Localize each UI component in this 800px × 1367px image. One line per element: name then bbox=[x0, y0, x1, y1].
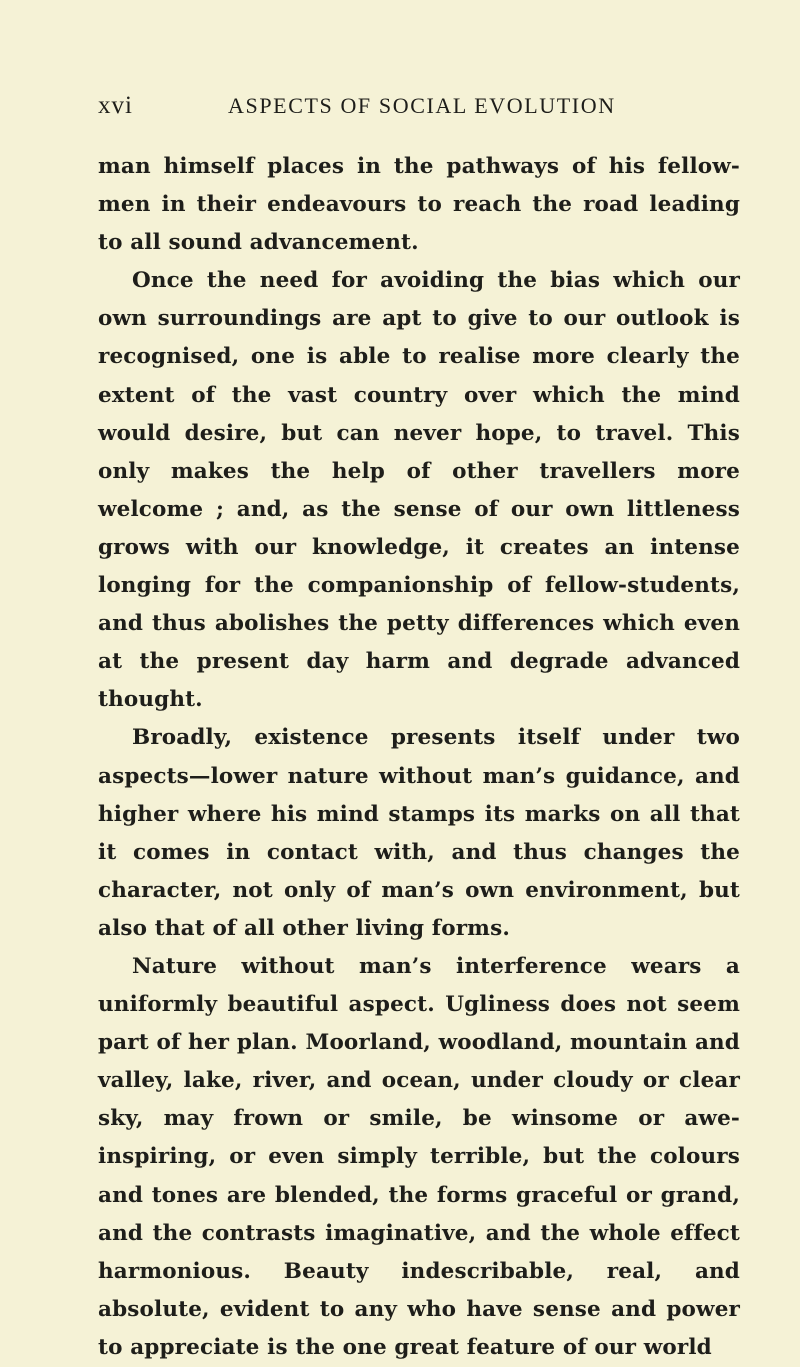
running-title: ASPECTS OF SOCIAL EVOLUTION bbox=[228, 93, 616, 118]
body-text bbox=[98, 148, 740, 1367]
paragraph-nature: Nature without man’s interference wears a uniformly beautiful aspect. Ugliness does not seem part of her plan. Moorland, woodland, mountain and valley, lake, river, and ocean, under cloudy or clear sky, may frown or smile, be winsome or awe-inspiring, or even simply terrible, but the colours and tones are blended, the forms graceful or grand, and the contrasts imaginative, and the whole effect harmonious. Beauty indescribable, real, and absolute, evident to any who have sense and power to appreciate is the one great feature of our world bbox=[98, 953, 740, 1360]
paragraph-aspects: Broadly, existence presents itself under two aspects—lower nature without man’s guidance, and higher where his mind stamps its marks on all that it comes in contact with, and thus changes the character, not only of man’s own environment, but also that of all other living forms. bbox=[98, 725, 740, 941]
paragraph-continuation: man himself places in the pathways of his fellow-men in their endeavours to reach the road leading to all sound advancement. bbox=[98, 154, 740, 256]
page-header bbox=[98, 92, 740, 132]
book-page bbox=[98, 92, 740, 1367]
page-number: xvi bbox=[98, 92, 133, 119]
paragraph-bias: Once the need for avoiding the bias which our own surroundings are apt to give to our outlook is recognised, one is able to realise more clearly the extent of the vast country over which the mind would desire, but can never hope, to travel. This only makes the help of other travellers more welcome ; and, as the sense of our own littleness grows with our knowledge, it creates an intense longing for the companionship of fellow-students, and thus abolishes the petty differences which even at the present day harm and degrade advanced thought. bbox=[98, 268, 740, 713]
